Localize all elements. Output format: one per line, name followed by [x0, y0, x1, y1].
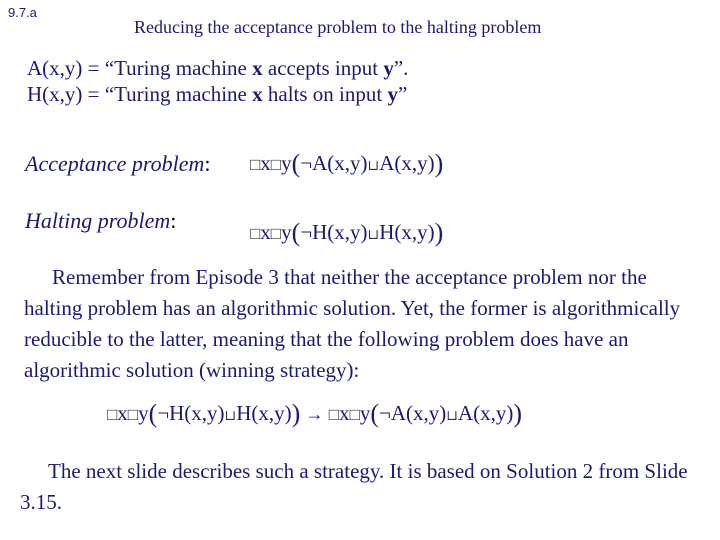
slide-title: Reducing the acceptance problem to the halting problem: [134, 17, 542, 37]
acceptance-formula: □x□y(¬A(x,y)⊔A(x,y)): [250, 149, 444, 178]
acceptance-problem-label: Acceptance problem:: [25, 151, 211, 176]
reduction-formula: □x□y(¬H(x,y)⊔H(x,y)) → □x□y(¬A(x,y)⊔A(x,y)): [107, 399, 523, 428]
slide-number: 9.7.a: [8, 5, 37, 20]
definition-acceptance: A(x,y) = “Turing machine x accepts input y”.: [27, 56, 409, 80]
halting-problem-label: Halting problem:: [25, 208, 177, 233]
halting-formula: □x□y(¬H(x,y)⊔H(x,y)): [250, 218, 444, 247]
paragraph-next-slide: The next slide describes such a strategy. It is based on Solution 2 from Slide 3.15.: [20, 459, 688, 514]
definition-halting: H(x,y) = “Turing machine x halts on input y”: [27, 82, 408, 106]
implies-arrow-icon: →: [305, 404, 324, 424]
paragraph-remember: Remember from Episode 3 that neither the acceptance problem nor the halting problem has an algorithmic solution. Yet, the former is algorithmically reducible to the latter, meaning that the following problem does have an algorithmic solution (winning strategy):: [24, 265, 681, 382]
